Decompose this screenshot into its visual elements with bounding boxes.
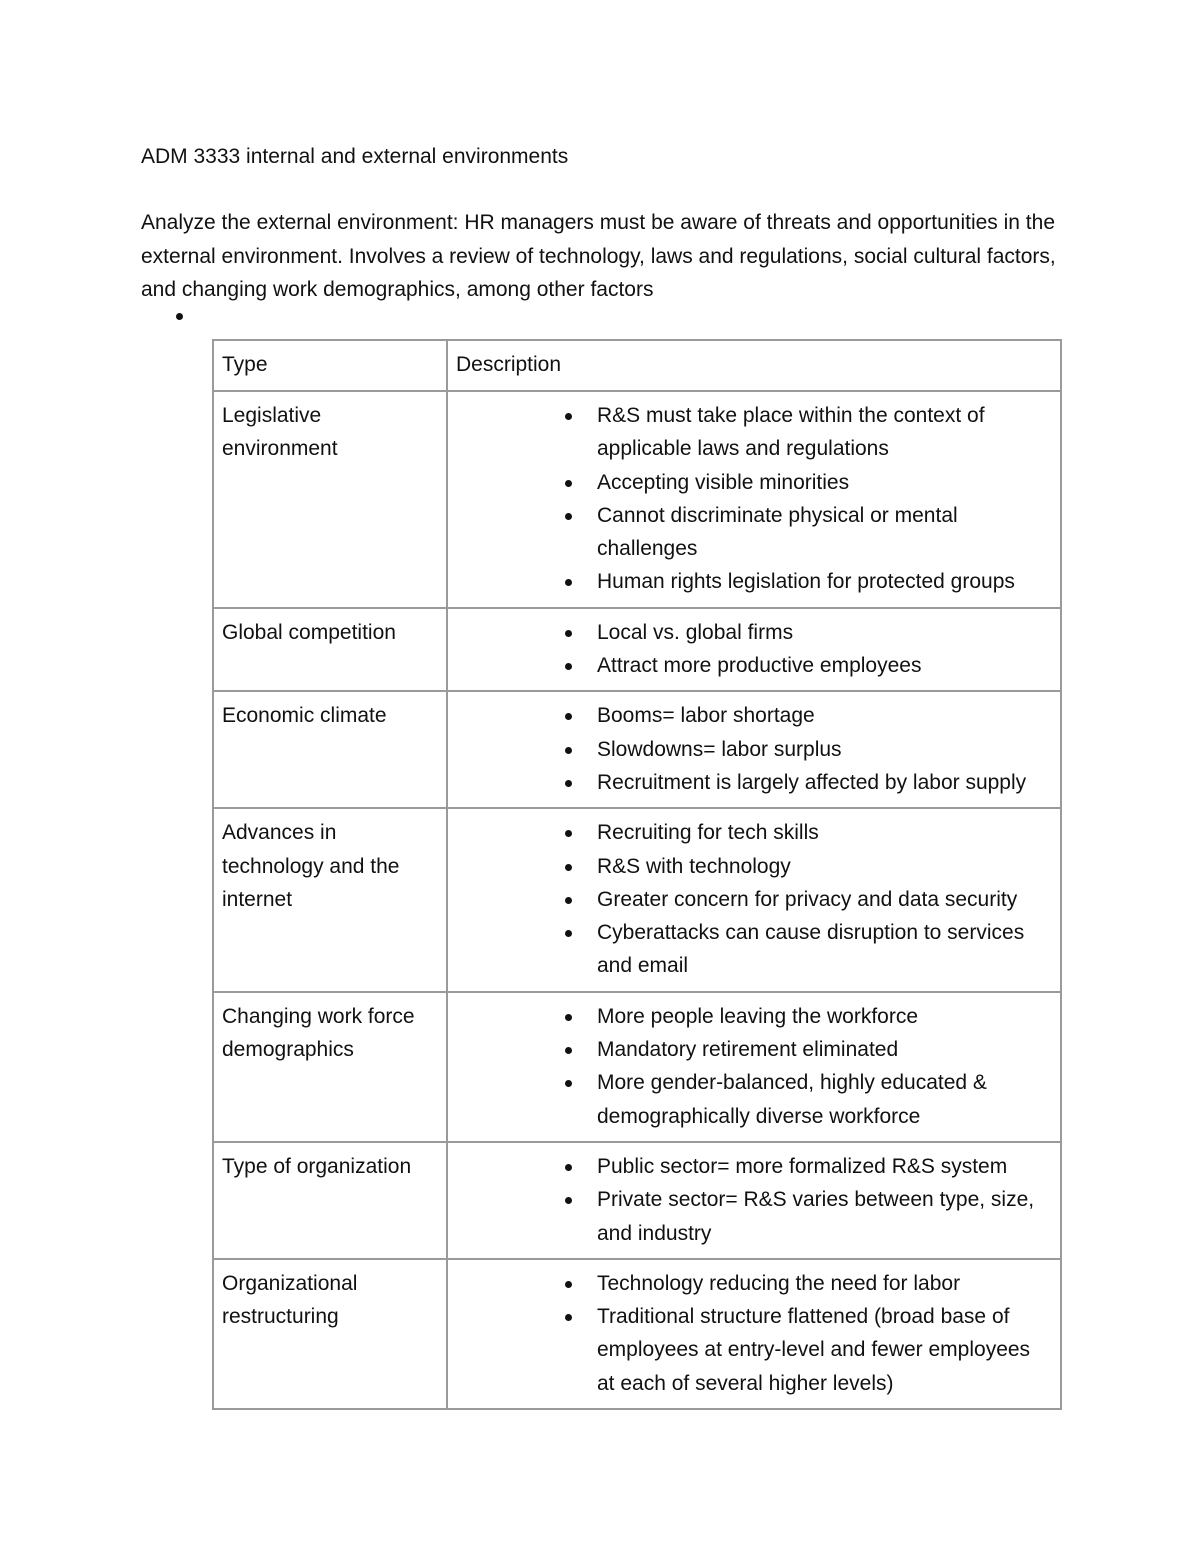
header-description: Description bbox=[447, 340, 1061, 391]
row-description bbox=[447, 391, 1061, 608]
bullet-item: Cyberattacks can cause disruption to services and email bbox=[597, 916, 1052, 983]
bullet-list bbox=[456, 699, 1052, 799]
bullet-list bbox=[456, 399, 1052, 599]
table-row bbox=[213, 1259, 1061, 1409]
table-row bbox=[213, 808, 1061, 991]
row-type: Changing work force demographics bbox=[213, 992, 447, 1142]
row-description bbox=[447, 992, 1061, 1142]
row-description bbox=[447, 691, 1061, 808]
empty-bullet-point bbox=[176, 313, 183, 320]
row-type: Organizational restructuring bbox=[213, 1259, 447, 1409]
bullet-list bbox=[456, 1150, 1052, 1250]
table-row bbox=[213, 1142, 1061, 1259]
row-type: Legislative environment bbox=[213, 391, 447, 608]
row-description bbox=[447, 1259, 1061, 1409]
table-row bbox=[213, 608, 1061, 692]
bullet-item: More people leaving the workforce bbox=[597, 1000, 1052, 1033]
table-row bbox=[213, 691, 1061, 808]
bullet-item: Booms= labor shortage bbox=[597, 699, 1052, 732]
bullet-list bbox=[456, 616, 1052, 683]
bullet-list bbox=[456, 1000, 1052, 1133]
bullet-item: Human rights legislation for protected groups bbox=[597, 565, 1052, 598]
bullet-item: Traditional structure flattened (broad base of employees at entry-level and fewer employees at each of several higher levels) bbox=[597, 1300, 1052, 1400]
row-type: Economic climate bbox=[213, 691, 447, 808]
bullet-item: Greater concern for privacy and data security bbox=[597, 883, 1052, 916]
bullet-item: Private sector= R&S varies between type, size, and industry bbox=[597, 1183, 1052, 1250]
row-description bbox=[447, 808, 1061, 991]
row-description bbox=[447, 608, 1061, 692]
bullet-item: Recruitment is largely affected by labor supply bbox=[597, 766, 1052, 799]
bullet-item: R&S must take place within the context of applicable laws and regulations bbox=[597, 399, 1052, 466]
bullet-item: Public sector= more formalized R&S system bbox=[597, 1150, 1052, 1183]
intro-paragraph: Analyze the external environment: HR managers must be aware of threats and opportunities in the external environment. Involves a review of technology, laws and regulations, social cultural factors, and changing work demographics, among other factors bbox=[141, 211, 1056, 301]
bullet-item: Slowdowns= labor surplus bbox=[597, 733, 1052, 766]
row-type: Advances in technology and the internet bbox=[213, 808, 447, 991]
header-type: Type bbox=[213, 340, 447, 391]
bullet-item: Recruiting for tech skills bbox=[597, 816, 1052, 849]
bullet-item: Accepting visible minorities bbox=[597, 466, 1052, 499]
table-row bbox=[213, 391, 1061, 608]
bullet-item: More gender-balanced, highly educated & demographically diverse workforce bbox=[597, 1066, 1052, 1133]
external-environment-table bbox=[212, 339, 1062, 1410]
bullet-item: Local vs. global firms bbox=[597, 616, 1052, 649]
bullet-item: R&S with technology bbox=[597, 850, 1052, 883]
bullet-item: Cannot discriminate physical or mental challenges bbox=[597, 499, 1052, 566]
row-type: Global competition bbox=[213, 608, 447, 692]
document-title: ADM 3333 internal and external environments bbox=[141, 145, 569, 168]
row-description bbox=[447, 1142, 1061, 1259]
bullet-list bbox=[456, 816, 1052, 982]
table-header-row bbox=[213, 340, 1061, 391]
bullet-item: Technology reducing the need for labor bbox=[597, 1267, 1052, 1300]
row-type: Type of organization bbox=[213, 1142, 447, 1259]
bullet-item: Mandatory retirement eliminated bbox=[597, 1033, 1052, 1066]
table-row bbox=[213, 992, 1061, 1142]
bullet-list bbox=[456, 1267, 1052, 1400]
bullet-item: Attract more productive employees bbox=[597, 649, 1052, 682]
